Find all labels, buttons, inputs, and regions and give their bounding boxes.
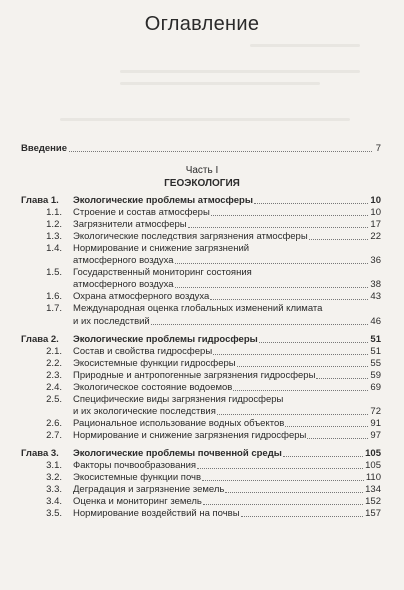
leader-dots <box>211 214 368 216</box>
toc-entry-title: Экологические проблемы гидросферы <box>73 333 258 345</box>
toc-entry-row[interactable] <box>0 507 404 520</box>
leader-dots <box>283 455 363 457</box>
toc-entry-number: 1.7. <box>46 303 62 315</box>
toc-entry-number: 1.2. <box>46 219 62 231</box>
toc-entry-row[interactable] <box>0 242 404 255</box>
leader-dots <box>225 491 363 493</box>
leader-dots <box>254 202 368 204</box>
bleed-through-mark <box>120 70 360 73</box>
toc-entry-number: Глава 1. <box>21 195 59 206</box>
leader-dots <box>309 238 368 240</box>
toc-entry-row[interactable] <box>0 381 404 394</box>
toc-entry-continuation[interactable] <box>0 405 404 418</box>
toc-entry-title: Экологическое состояние водоемов <box>73 381 233 393</box>
toc-entry-title: Экологические последствия загрязнения атмосферы <box>73 231 308 243</box>
toc-entry-row[interactable] <box>0 302 404 315</box>
toc-page-number: 10 <box>370 207 381 219</box>
toc-chapter-row[interactable] <box>0 447 404 460</box>
toc-entry-title: Нормирование воздействий на почвы <box>73 508 240 520</box>
toc-entry-title: Специфические виды загрязнения гидросферы <box>73 393 284 405</box>
toc-entry-title: Строение и состав атмосферы <box>73 207 210 219</box>
toc-page-number: 43 <box>370 291 381 303</box>
toc-entry-row[interactable] <box>0 369 404 382</box>
toc-entry-continuation[interactable] <box>0 278 404 291</box>
toc-entry-row[interactable] <box>0 495 404 508</box>
leader-dots <box>210 298 368 300</box>
toc-page-number: 157 <box>365 508 381 520</box>
toc-entry-title: Факторы почвообразования <box>73 460 197 472</box>
toc-page-number: 105 <box>365 460 381 472</box>
toc-page-number: 10 <box>370 195 381 206</box>
toc-entry-title: Экологические проблемы почвенной среды <box>73 448 282 459</box>
page-title: Оглавление <box>144 13 260 35</box>
toc-entry-row[interactable] <box>0 417 404 430</box>
leader-dots <box>202 479 364 481</box>
toc-page-number: 91 <box>370 417 381 429</box>
toc-entry-title: Экосистемные функции гидросферы <box>73 357 236 369</box>
leader-dots <box>203 503 363 505</box>
toc-entry-title: Рациональное использование водных объектов <box>73 417 285 429</box>
toc-entry-title: Международная оценка глобальных изменений климата <box>73 303 323 315</box>
toc-entry-title: Природные и антропогенные загрязнения гидросферы <box>73 369 316 381</box>
toc-entry-row[interactable] <box>0 266 404 279</box>
toc-page-number: 152 <box>365 496 381 508</box>
toc-entry-title: и их экологические последствия <box>73 405 216 417</box>
toc-entry-number: 1.3. <box>46 231 62 243</box>
leader-dots <box>188 226 368 228</box>
leader-dots <box>151 323 368 325</box>
toc-page-number: 22 <box>370 231 381 243</box>
toc-entry-number: 3.5. <box>46 508 62 520</box>
bleed-through-mark <box>60 118 350 121</box>
toc-entry-title: Экологические проблемы атмосферы <box>73 195 253 206</box>
toc-page-number: 105 <box>365 448 381 459</box>
toc-page-number: 36 <box>370 255 381 267</box>
toc-entry-row[interactable] <box>0 230 404 243</box>
toc-entry-title: Загрязнители атмосферы <box>73 219 187 231</box>
leader-dots <box>175 286 368 288</box>
toc-entry-row[interactable] <box>0 393 404 406</box>
toc-entry-continuation[interactable] <box>0 254 404 267</box>
toc-entry-row[interactable] <box>0 471 404 484</box>
toc-entry-number: 1.1. <box>46 207 62 219</box>
toc-entry-title: Нормирование и снижение загрязнений <box>73 243 250 255</box>
toc-entry-row[interactable] <box>0 206 404 219</box>
leader-dots <box>175 262 368 264</box>
toc-entry-title: Охрана атмосферного воздуха <box>73 291 210 303</box>
toc-page-number: 7 <box>375 143 381 154</box>
toc-entry-title: Оценка и мониторинг земель <box>73 496 202 508</box>
toc-page-number: 46 <box>370 315 381 327</box>
leader-dots <box>259 341 368 343</box>
toc-entry-number: 1.5. <box>46 267 62 279</box>
toc-entry-number: 1.6. <box>46 291 62 303</box>
toc-entry-row[interactable] <box>0 290 404 303</box>
leader-dots <box>237 365 368 367</box>
bleed-through-mark <box>250 44 360 47</box>
leader-dots <box>197 467 363 469</box>
toc-entry-number: Глава 2. <box>21 333 59 345</box>
toc-entry-title: Состав и свойства гидросферы <box>73 345 213 357</box>
toc-entry-title: и их последствий <box>73 315 150 327</box>
toc-entry-number: 2.2. <box>46 357 62 369</box>
leader-dots <box>241 515 363 517</box>
toc-entry-number: 2.7. <box>46 429 62 441</box>
toc-entry-title: Деградация и загрязнение земель <box>73 484 225 496</box>
leader-dots <box>213 353 368 355</box>
toc-entry-number: 2.4. <box>46 381 62 393</box>
toc-entry-title: Экосистемные функции почв <box>73 472 202 484</box>
toc-entry-number: 2.6. <box>46 417 62 429</box>
toc-page-number: 55 <box>370 357 381 369</box>
toc-entry-row[interactable] <box>0 218 404 231</box>
toc-entry-continuation[interactable] <box>0 315 404 328</box>
toc-entry-row[interactable] <box>0 357 404 370</box>
leader-dots <box>69 150 372 152</box>
bleed-through-mark <box>120 82 320 85</box>
toc-page-number: 72 <box>370 405 381 417</box>
toc-page-number: 110 <box>365 472 381 484</box>
toc-page-number: 51 <box>370 345 381 357</box>
toc-entry-number: 3.2. <box>46 472 62 484</box>
toc-entry-title: Государственный мониторинг состояния <box>73 267 252 279</box>
toc-entry-number: 2.1. <box>46 345 62 357</box>
toc-page-number: 134 <box>365 484 381 496</box>
toc-entry-number: 2.3. <box>46 369 62 381</box>
toc-entry-number: Глава 3. <box>21 448 59 459</box>
leader-dots <box>316 377 368 379</box>
toc-entry-row[interactable] <box>0 429 404 442</box>
leader-dots <box>307 437 368 439</box>
toc-intro-label: Введение <box>21 143 68 154</box>
toc-entry-number: 1.4. <box>46 243 62 255</box>
part-name: ГЕОЭКОЛОГИЯ <box>164 178 240 189</box>
toc-entry-title: атмосферного воздуха <box>73 255 174 267</box>
toc-entry-number: 3.4. <box>46 496 62 508</box>
toc-entry-row[interactable] <box>0 483 404 496</box>
toc-page-number: 38 <box>370 279 381 291</box>
toc-page-number: 17 <box>370 219 381 231</box>
toc-page-number: 69 <box>370 381 381 393</box>
leader-dots <box>285 425 368 427</box>
toc-page-number: 97 <box>370 429 381 441</box>
toc-entry-row[interactable] <box>0 345 404 358</box>
toc-entry-number: 3.1. <box>46 460 62 472</box>
leader-dots <box>217 413 368 415</box>
toc-entry-row[interactable] <box>0 459 404 472</box>
toc-entry-number: 2.5. <box>46 393 62 405</box>
toc-page-number: 51 <box>370 333 381 345</box>
toc-page-number: 59 <box>370 369 381 381</box>
toc-entry-title: Нормирование и снижение загрязнения гидросферы <box>73 429 307 441</box>
toc-entry-title: атмосферного воздуха <box>73 279 174 291</box>
part-label: Часть I <box>185 165 219 176</box>
leader-dots <box>233 389 368 391</box>
toc-chapter-row[interactable] <box>0 333 404 346</box>
toc-intro-row[interactable] <box>0 142 404 155</box>
toc-chapter-row[interactable] <box>0 194 404 207</box>
toc-entry-number: 3.3. <box>46 484 62 496</box>
